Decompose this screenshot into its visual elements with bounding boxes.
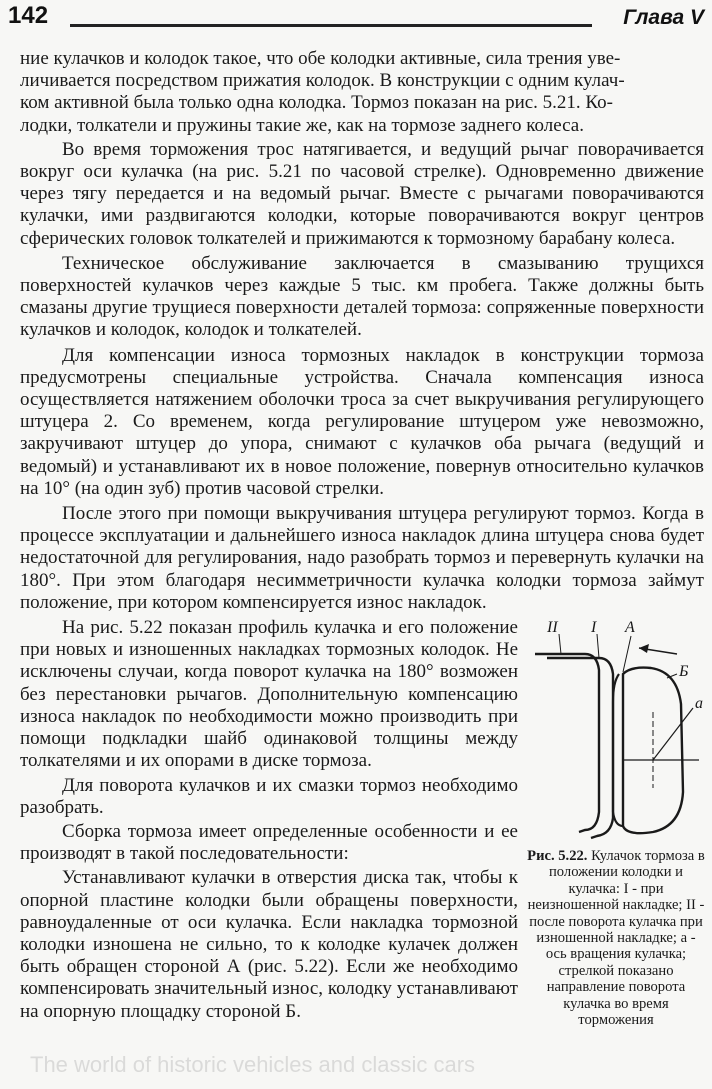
figure-caption <box>527 848 705 1028</box>
label-ii: II <box>547 619 558 636</box>
paragraph: Для компенсации износа тормозных накладок в конструкции тормоза предусмотрены специальные устройства. Сначала компенсация износа осуществляется натяжением оболочки троса за счет выкручивания регулирующего штуцера 2. Со временем, когда регулирование штуцером уже невозможно, закручивают штуцер до упора, снимают с кулачков оба рычага (ведущий и ведомый) и устанавливают их в новое положение, повернув относительно кулачков на 10° (на один зуб) против часовой стрелки. <box>20 344 704 499</box>
wrapped-column <box>20 617 518 1023</box>
label-a-lower: а <box>695 695 703 712</box>
label-i: I <box>591 619 597 636</box>
text-line-last: лодки, толкатели и пружины такие же, как на тормозе заднего колеса. <box>20 114 584 136</box>
watermark: The world of historic vehicles and classic cars <box>30 1052 476 1077</box>
caption-title: Рис. 5.22. <box>527 848 588 864</box>
header-rule <box>70 24 592 27</box>
paragraph: После этого при помощи выкручивания штуцера регулируют тормоз. Когда в процессе эксплуатации и дальнейшего износа накладок длина штуцера снова будет недостаточной для регулирования, надо разобрать тормоз и перевернуть кулачки на 180°. При этом благодаря несимметричности кулачка колодки тормоза займут положение, при котором компенсируется износ накладок. <box>20 503 704 613</box>
text-line: ние кулачков и колодок такое, что обе колодки активные, сила трения уве- <box>20 48 621 69</box>
text-line: ком активной была только одна колодка. Тормоз показан на рис. 5.21. Ко- <box>20 92 613 114</box>
figure-cam-diagram <box>527 612 707 844</box>
shoe-outline-ii <box>535 654 599 832</box>
leader-i <box>597 634 599 658</box>
label-b: Б <box>679 663 689 680</box>
arrow-head <box>639 644 649 653</box>
page-number: 142 <box>8 2 49 29</box>
chapter-title: Глава V <box>623 6 704 29</box>
paragraph: Устанавливают кулачки в отверстия диска так, чтобы к опорной пластине колодки были обращены поверхности, равноудаленные от оси кулачка. Если накладка тормозной колодки изношена не сильно, то к колодке кулачек должен быть обращен стороной А (рис. 5.22). Если же необходимо компенсировать значительный износ, колодку устанавливают на опорную площадку стороной Б. <box>20 867 518 1022</box>
paragraph: Техническое обслуживание заключается в смазыванию трущихся поверхностей кулачков через каждые 5 тыс. км пробега. Также должны быть смазаны другие трущиеся поверхности деталей тормоза: сопряженные поверхности кулачков и колодок, колодок и толкателей. <box>20 252 704 341</box>
running-header <box>0 0 712 44</box>
caption-text: Кулачок тормоза в положении колодки и кулачка: I - при неизношенной накладке; II - после поворота кулачка при изношенной накладке; а - ось вращения кулачка; стрелкой показано направление поворота кулачка во время торможения <box>527 848 705 1029</box>
cam-drawing <box>527 612 707 844</box>
cam-edge <box>613 674 623 826</box>
paragraph: Во время торможения трос натягивается, и ведущий рычаг поворачивается вокруг оси кулачка (на рис. 5.21 по часовой стрелке). Одновременно движение через тягу передается и на ведомый рычаг. Вместе с рычагами поворачиваются кулачки, ими раздвигаются колодки, которые поворачиваются вокруг центров сферических головок толкателей и прижимаются к тормозному барабану колеса. <box>20 138 704 249</box>
label-a-upper: А <box>625 619 635 636</box>
paragraph: Для поворота кулачков и их смазки тормоз необходимо разобрать. <box>20 774 518 818</box>
paragraph: На рис. 5.22 показан профиль кулачка и его положение при новых и изношенных накладках тормозных колодок. Не исключены случаи, когда поворот кулачка на 180° возможен без перестановки рычагов. Дополнительную компенсацию износа накладок по необходимости можно производить при помощи подкладки шайб одинаковой толщины между толкателями и их опорами в диске тормоза. <box>20 617 518 772</box>
paragraph: Сборка тормоза имеет определенные особенности и ее производят в такой последовательности: <box>20 820 518 865</box>
text-line: личивается посредством прижатия колодок. В конструкции с одним кулач- <box>20 70 625 92</box>
shoe-outline-i <box>547 658 613 838</box>
leader-a <box>623 636 631 672</box>
axis-leader <box>653 708 693 760</box>
leader-ii <box>559 634 561 654</box>
